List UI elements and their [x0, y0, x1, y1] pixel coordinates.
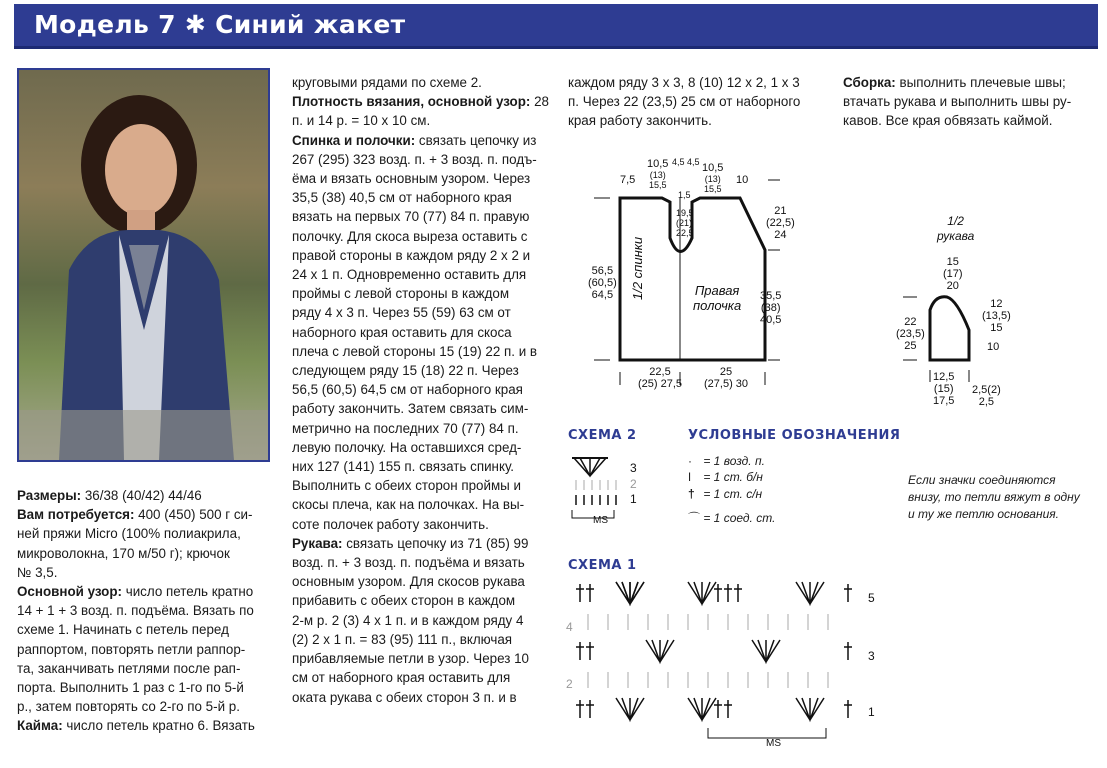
chain-stitch-icon: ·	[688, 454, 692, 468]
text-line: круговыми рядами по схеме 2.	[292, 75, 482, 90]
sleeve-dim-left: 22 (23,5) 25	[896, 316, 925, 352]
text-line: соте полочек работу закончить.	[292, 516, 489, 532]
text-line: полочку. Для скоса выреза оставить с	[292, 228, 528, 244]
text-line: 2-м р. 2 (3) 4 х 1 п. и в каждом ряду 4	[292, 612, 524, 628]
text-line: 24 х 1 п. Одновременно оставить для	[292, 267, 527, 283]
text-line: п. Через 22 (23,5) 25 см от наборного	[568, 94, 801, 110]
model-illustration	[19, 70, 268, 460]
legend-sc: ǀ = 1 ст. б/н	[688, 470, 763, 484]
text-line: плеча с левой стороны 15 (19) 22 п. и в	[292, 343, 538, 359]
legend-title: УСЛОВНЫЕ ОБОЗНАЧЕНИЯ	[688, 428, 901, 443]
text-line: та, заканчивать петлями после рап-	[17, 660, 241, 676]
dim-top-right: 10	[736, 174, 749, 186]
text-line: Основной узор: число петель кратно	[17, 584, 254, 600]
dim-left-height: 56,5 (60,5) 64,5	[588, 265, 617, 301]
text-line: оката рукава с обеих сторон 3 п. и в	[292, 689, 517, 705]
text-line: края работу закончить.	[568, 113, 712, 129]
sleeve-dim-bottom: 12,5 (15) 17,5	[933, 371, 955, 407]
text-line: втачать рукава и выполнить швы ру-	[843, 94, 1072, 110]
text-line: Размеры: 36/38 (40/42) 44/46	[17, 488, 202, 503]
text-line: вязать на первых 70 (77) 84 п. правую	[292, 209, 530, 225]
text-line: проймы с левой стороны в каждом	[292, 286, 510, 302]
schema1-row-2: 2	[566, 677, 573, 691]
dim-neck-mid: 4,5 4,5	[672, 157, 700, 167]
text-line: Плотность вязания, основной узор: 28	[292, 94, 549, 110]
double-crochet-icon: †	[688, 487, 695, 501]
dim-right-lower: 35,5 (38) 40,5	[760, 290, 782, 326]
legend-slip: ⌒ = 1 соед. ст.	[688, 511, 776, 525]
sleeve-outline	[930, 297, 969, 360]
text-line: микроволокна, 170 м/50 г); крючок	[17, 545, 230, 561]
dim-neck-depth: 19,5 (21) 22,5	[676, 208, 694, 238]
dim-bottom-right: 25 (27,5) 30	[704, 366, 749, 390]
front-label: Правая полочка	[693, 283, 742, 313]
schema1-ms: MS	[766, 738, 781, 749]
text-line: прибавляемые петли в узор. Через 10	[292, 651, 529, 667]
sleeve-dim-bottom-right: 2,5(2) 2,5	[972, 384, 1001, 408]
schema1-chart	[568, 578, 868, 758]
text-line: см от наборного края оставить для	[292, 670, 511, 686]
column-3	[568, 73, 800, 131]
text-line: ёма и вязать основным узором. Через	[292, 171, 531, 187]
model-photo	[17, 68, 270, 462]
schema2-ms: MS	[593, 515, 608, 526]
text-line: (2) 2 х 1 п. = 83 (95) 111 п., включая	[292, 631, 513, 647]
text-line: левую полочку. На оставшихся сред-	[292, 439, 522, 455]
column-1	[17, 486, 255, 736]
text-line: возд. п. + 3 возд. п. подъёма и вязать	[292, 555, 525, 571]
text-line: р., затем повторять со 2-го по 5-й р.	[17, 699, 240, 715]
text-line: скосы плеча, как на полочках. На вы-	[292, 497, 525, 513]
text-line: ряду 4 х 3 п. Через 55 (59) 63 см от	[292, 305, 511, 321]
schema2-row-2: 2	[630, 477, 637, 491]
title-banner	[14, 4, 1098, 49]
dim-neck-left: 10,5 (13) 15,5	[647, 158, 669, 190]
dim-neck-right: 10,5 (13) 15,5	[702, 162, 724, 194]
sleeve-dim-right-upper: 12 (13,5) 15	[982, 298, 1011, 334]
text-line: наборного края оставить для скоса	[292, 324, 512, 340]
text-line: кавов. Все края обвязать каймой.	[843, 113, 1053, 129]
single-crochet-icon: ǀ	[688, 470, 692, 484]
back-label: 1/2 спинки	[630, 236, 645, 300]
sleeve-title: 1/2 рукава	[937, 214, 975, 243]
text-line: 35,5 (38) 40,5 см от наборного края	[292, 190, 512, 206]
column-4	[843, 73, 1071, 131]
text-line: правой стороны в каждом ряду 2 х 2 и	[292, 247, 531, 263]
sleeve-dim-top: 15 (17) 20	[943, 256, 963, 292]
text-line: них 127 (141) 155 п. связать спинку.	[292, 459, 515, 475]
schema1-row-3: 3	[868, 649, 875, 663]
text-line: ней пряжи Micro (100% полиакрила,	[17, 526, 241, 542]
text-line: 14 + 1 + 3 возд. п. подъёма. Вязать по	[17, 603, 254, 619]
text-line: Вам потребуется: 400 (450) 500 г си-	[17, 507, 253, 523]
schema1-row-4: 4	[566, 620, 573, 634]
text-line: 56,5 (60,5) 64,5 см от наборного края	[292, 382, 523, 398]
legend-chain: · = 1 возд. п.	[688, 454, 765, 468]
text-line: Сборка: выполнить плечевые швы;	[843, 75, 1066, 90]
schema1-title: СХЕМА 1	[568, 558, 637, 573]
text-line: Выполнить с обеих сторон проймы и	[292, 478, 521, 494]
schema1-row-1: 1	[868, 705, 875, 719]
column-2	[292, 73, 549, 707]
legend-dc: † = 1 ст. с/н	[688, 487, 763, 501]
schema1-row-5: 5	[868, 591, 875, 605]
text-line: метрично на последних 70 (77) 84 п.	[292, 420, 519, 436]
text-line: 267 (295) 323 возд. п. + 3 возд. п. подъ-	[292, 151, 537, 167]
legend-note: Если значки соединяются внизу, то петли вяжут в одну и ту же петлю основания.	[908, 473, 1080, 521]
sleeve-dim-right-lower: 10	[987, 341, 1000, 353]
dim-right-side: 21 (22,5) 24	[766, 205, 795, 241]
text-line: п. и 14 р. = 10 х 10 см.	[292, 113, 431, 129]
text-line: работу закончить. Затем связать сим-	[292, 401, 529, 417]
text-line: порта. Выполнить 1 раз с 1-го по 5-й	[17, 680, 244, 696]
dim-bottom-left: 22,5 (25) 27,5	[638, 366, 683, 390]
text-line: каждом ряду 3 х 3, 8 (10) 12 х 2, 1 х 3	[568, 75, 800, 90]
text-line: раппортом, повторять петли раппор-	[17, 641, 246, 657]
schema2-row-3: 3	[630, 461, 637, 475]
text-line: Рукава: связать цепочку из 71 (85) 99	[292, 535, 529, 551]
text-line: Спинка и полочки: связать цепочку из	[292, 132, 537, 148]
text-line: Кайма: число петель кратно 6. Вязать	[17, 718, 255, 734]
text-line: схеме 1. Начинать с петель перед	[17, 622, 229, 638]
schema2-title: СХЕМА 2	[568, 428, 637, 443]
text-line: основным узором. Для скосов рукава	[292, 574, 525, 590]
dim-neck-bottom: 1,5	[678, 190, 691, 200]
text-line: следующем ряду 15 (18) 22 п. Через	[292, 363, 519, 379]
text-line: № 3,5.	[17, 564, 58, 580]
page-title: Модель 7 ✱ Синий жакет	[34, 10, 406, 39]
slip-stitch-icon: ⌒	[688, 511, 701, 525]
schema2-row-1: 1	[630, 492, 637, 506]
text-line: прибавить с обеих сторон в каждом	[292, 593, 516, 609]
dim-top-left: 7,5	[620, 174, 636, 186]
